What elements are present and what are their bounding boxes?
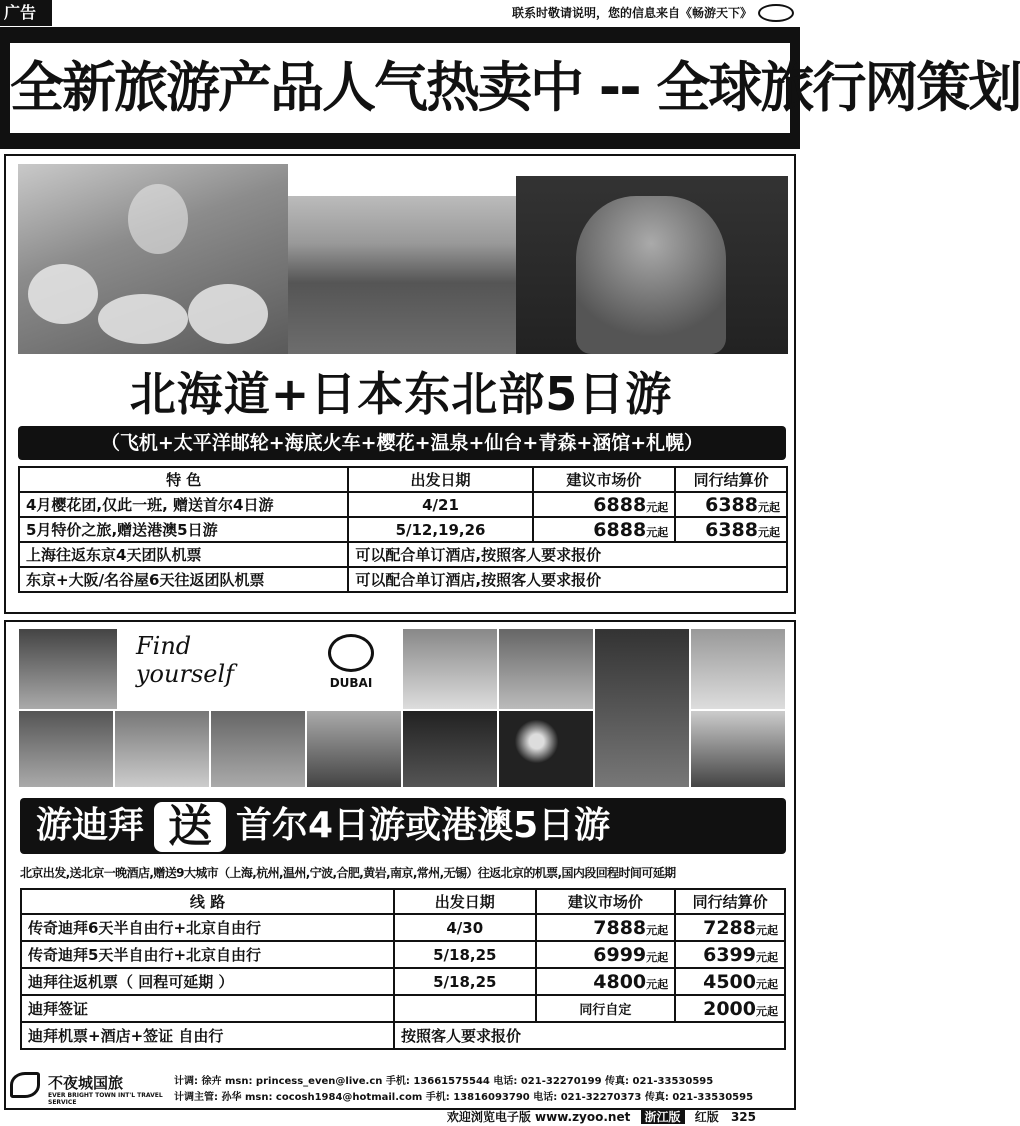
col-header-market-price: 建议市场价 <box>533 467 676 492</box>
source-note <box>52 0 800 26</box>
row-date: 5/18,25 <box>394 968 536 995</box>
edition-tag: 浙江版 <box>641 1110 685 1124</box>
beach-chairs-photo <box>18 628 118 710</box>
dubai-heart-icon <box>328 634 374 672</box>
row-route: 传奇迪拜5天半自由行+北京自由行 <box>21 941 394 968</box>
row-market-note: 同行自定 <box>536 995 676 1022</box>
row-note: 按照客人要求报价 <box>394 1022 785 1049</box>
dubai-title: 游迪拜 送 首尔4日游或港澳5日游 <box>20 798 786 854</box>
col-header-date: 出发日期 <box>394 889 536 914</box>
page-number: 325 <box>730 1110 756 1124</box>
row-route: 迪拜机票+酒店+签证 自由行 <box>21 1022 394 1049</box>
wave-photo <box>18 710 114 788</box>
find-yourself-text: Find yourself <box>136 632 235 688</box>
row-date: 4/21 <box>348 492 532 517</box>
row-peer-price: 2000元起 <box>675 995 785 1022</box>
surf-sign-photo <box>690 628 786 710</box>
row-note: 可以配合单订酒店,按照客人要求报价 <box>348 542 787 567</box>
dubai-description: 北京出发,送北京一晚酒店,赠送9大城市（上海,杭州,温州,宁波,合肥,黄岩,南京,常州,无锡）往返北京的机票,国内段回程时间可延期 <box>20 866 676 880</box>
table-header-row <box>21 889 785 914</box>
table-row <box>19 542 787 567</box>
agency-brand <box>10 1070 170 1104</box>
row-date: 5/12,19,26 <box>348 517 532 542</box>
agency-logo-icon <box>10 1072 40 1098</box>
row-route: 迪拜签证 <box>21 995 394 1022</box>
agency-footer <box>10 1068 790 1106</box>
col-header-peer-price: 同行结算价 <box>675 467 787 492</box>
table-row <box>21 1022 785 1049</box>
col-header-route: 线 路 <box>21 889 394 914</box>
contact-line-1: 计调: 徐卉 msn: princess_even@live.cn 手机: 13661575544 电话: 021-32270199 传真: 021-33530595 <box>174 1076 714 1087</box>
table-row <box>21 968 785 995</box>
row-feature: 4月樱花团,仅此一班, 赠送首尔4日游 <box>19 492 348 517</box>
col-header-date: 出发日期 <box>348 467 532 492</box>
row-route: 传奇迪拜6天半自由行+北京自由行 <box>21 914 394 941</box>
burj-al-arab-photo <box>594 628 690 788</box>
row-feature: 上海往返东京4天团队机票 <box>19 542 348 567</box>
row-market-price: 7888元起 <box>536 914 676 941</box>
source-note-text: 联系时敬请说明，您的信息来自《畅游天下》 <box>511 6 752 20</box>
headline-banner <box>0 27 1020 149</box>
row-feature: 东京+大阪/名谷屋6天往返团队机票 <box>19 567 348 592</box>
basket-photo <box>210 710 306 788</box>
hokkaido-title: 北海道+日本东北部5日游 <box>129 367 673 421</box>
website-text: 欢迎浏览电子版 www.zyoo.net <box>446 1110 631 1124</box>
sand-dune-photo <box>498 628 594 710</box>
headline-text: 全新旅游产品人气热卖中 -- 全球旅行网策划 <box>10 43 790 133</box>
table-row <box>21 914 785 941</box>
hokkaido-section <box>4 154 796 614</box>
row-market-price: 6999元起 <box>536 941 676 968</box>
col-header-peer-price: 同行结算价 <box>675 889 785 914</box>
geisha-photo <box>516 176 788 354</box>
row-market-price: 6888元起 <box>533 517 676 542</box>
row-route: 迪拜往返机票（ 回程可延期 ） <box>21 968 394 995</box>
ship-fireworks-photo <box>402 710 498 788</box>
row-date: 4/30 <box>394 914 536 941</box>
row-feature: 5月特价之旅,赠送港澳5日游 <box>19 517 348 542</box>
row-market-price: 6888元起 <box>533 492 676 517</box>
row-note: 可以配合单订酒店,按照客人要求报价 <box>348 567 787 592</box>
dubai-section <box>4 620 796 1110</box>
agency-name-en: EVER BRIGHT TOWN INT'L TRAVEL SERVICE <box>48 1092 163 1106</box>
color-edition: 红版 <box>694 1110 719 1124</box>
table-row <box>19 517 787 542</box>
row-date: 5/18,25 <box>394 941 536 968</box>
table-row <box>19 567 787 592</box>
table-row <box>21 995 785 1022</box>
beach-volleyball-photo <box>690 710 786 788</box>
dubai-price-table <box>20 888 786 1050</box>
row-peer-price: 6399元起 <box>675 941 785 968</box>
row-peer-price: 7288元起 <box>675 914 785 941</box>
table-row <box>21 941 785 968</box>
table-row <box>19 492 787 517</box>
ad-label: 广告 <box>0 0 52 26</box>
row-market-price: 4800元起 <box>536 968 676 995</box>
row-date-empty <box>394 995 536 1022</box>
row-peer-price: 6388元起 <box>675 517 787 542</box>
row-peer-price: 6388元起 <box>675 492 787 517</box>
table-header-row <box>19 467 787 492</box>
dubai-logo: DUBAI <box>306 634 396 698</box>
col-header-market-price: 建议市场价 <box>536 889 676 914</box>
hokkaido-subtitle: （飞机+太平洋邮轮+海底火车+樱花+温泉+仙台+青森+涵馆+札幌） <box>18 426 786 460</box>
cherry-blossom-photo <box>18 164 288 354</box>
contact-line-2: 计调主管: 孙华 msn: cocosh1984@hotmail.com 手机: 13816093790 电话: 021-32270373 传真: 021-33530595 <box>174 1092 754 1103</box>
magazine-logo-icon <box>758 4 794 22</box>
kids-pool-photo <box>402 628 498 710</box>
camel-photo <box>306 710 402 788</box>
row-peer-price: 4500元起 <box>675 968 785 995</box>
moon-night-photo <box>498 710 594 788</box>
col-header-feature: 特 色 <box>19 467 348 492</box>
page-footer <box>0 1108 800 1126</box>
flower-field-photo <box>288 196 516 354</box>
agency-name: 不夜城国旅 <box>48 1074 124 1092</box>
sand-pattern-photo <box>114 710 210 788</box>
send-badge: 送 <box>154 802 226 852</box>
hokkaido-price-table <box>18 466 788 593</box>
